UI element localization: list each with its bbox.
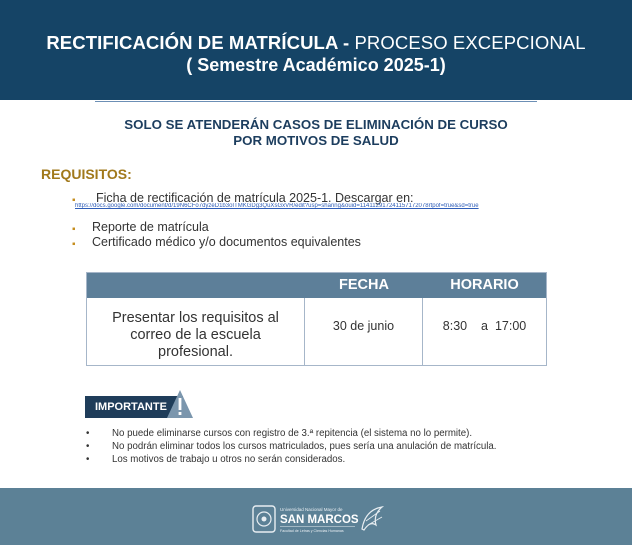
title-bold: RECTIFICACIÓN DE MATRÍCULA -	[46, 32, 350, 53]
table-cell-description: Presentar los requisitos al correo de la escuela profesional.	[112, 310, 279, 360]
schedule-table	[86, 272, 547, 366]
svg-text:Universidad Nacional Mayor de: Universidad Nacional Mayor de	[280, 507, 343, 512]
title-rest: PROCESO EXCEPCIONAL	[349, 32, 586, 53]
notice	[0, 117, 632, 148]
warning-icon	[166, 389, 194, 419]
bullet-icon: ▪	[72, 195, 76, 206]
table-cell-date: 30 de junio	[332, 319, 395, 333]
page-subtitle: ( Semestre Académico 2025-1)	[186, 55, 446, 75]
header-banner	[0, 0, 632, 100]
download-link[interactable]: https://docs.google.com/document/d/19N6CFo7dyzeD1b3oITMKGDg3QuXsGxVR/edit?usp=sharing&ouid=114112917241157172078rtpof=true&sd=true	[75, 203, 479, 209]
bullet-icon: ▪	[72, 239, 76, 250]
header-fecha: FECHA	[339, 277, 389, 293]
page-title	[0, 32, 632, 54]
svg-text:SAN MARCOS: SAN MARCOS	[280, 514, 359, 526]
requirement-item: Certificado médico y/o documentos equivalentes	[92, 235, 361, 249]
note-item: • No puede eliminarse cursos con registro de 3.ª repitencia (el sistema no lo permite).	[86, 428, 473, 439]
note-item: • No podrán eliminar todos los cursos matriculados, pues sería una anulación de matrícula.	[86, 441, 497, 452]
svg-text:Facultad de Letras y Ciencias: Facultad de Letras y Ciencias Humanas	[280, 529, 344, 533]
notice-line-1: SOLO SE ATENDERÁN CASOS DE ELIMINACIÓN DE CURSO	[124, 117, 508, 132]
table-cell-time: 8:30 a 17:00	[442, 319, 527, 333]
requirement-item: Ficha de rectificación de matrícula 2025-1. Descargar en:	[96, 191, 414, 205]
important-label: IMPORTANTE	[95, 401, 167, 413]
san-marcos-logo	[252, 503, 386, 535]
requirement-item: Reporte de matrícula	[92, 220, 209, 234]
note-item: • Los motivos de trabajo u otros no serán considerados.	[86, 454, 346, 465]
header-horario: HORARIO	[450, 277, 519, 293]
requirements-title: REQUISITOS:	[41, 166, 132, 182]
table-header	[87, 273, 546, 298]
important-notes	[86, 427, 496, 466]
divider	[95, 101, 537, 102]
notice-line-2: POR MOTIVOS DE SALUD	[233, 132, 399, 148]
bullet-icon: ▪	[72, 224, 76, 235]
